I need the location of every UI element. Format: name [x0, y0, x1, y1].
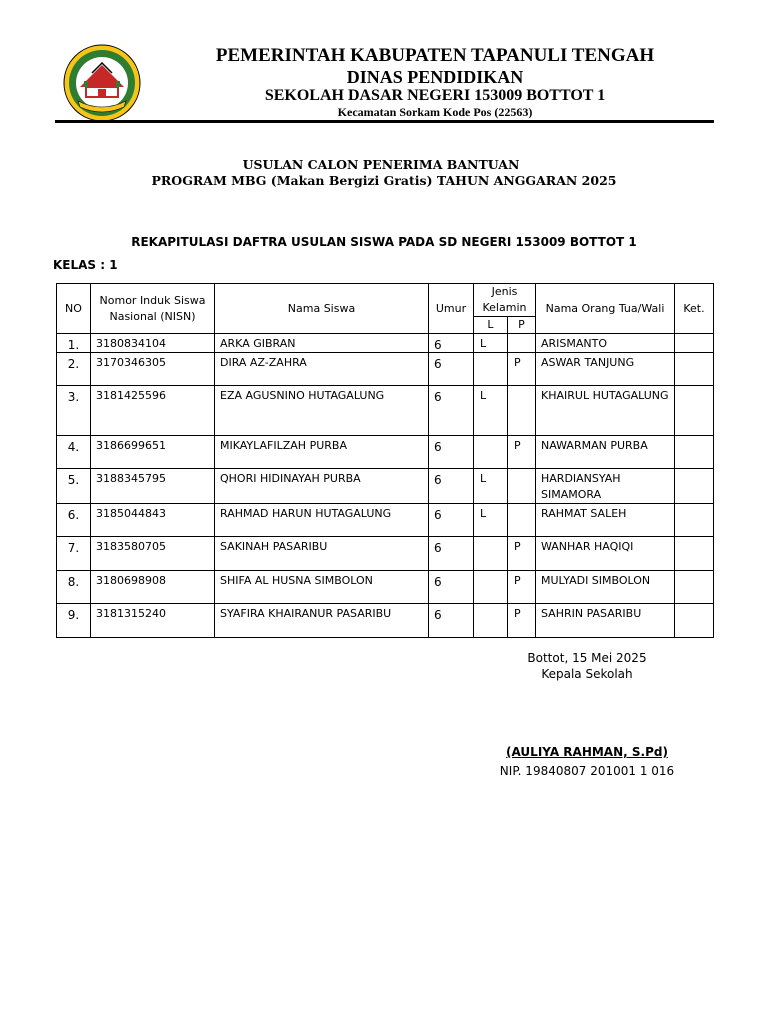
cell-nisn: 3181425596	[91, 386, 215, 436]
cell-l	[474, 571, 508, 604]
cell-umur: 6	[429, 571, 474, 604]
cell-no: 2.	[57, 353, 91, 386]
cell-no: 6.	[57, 504, 91, 537]
cell-p	[508, 386, 536, 436]
signature-role: Kepala Sekolah	[541, 667, 633, 681]
table-row	[57, 386, 714, 436]
cell-nama: SAKINAH PASARIBU	[215, 537, 429, 571]
cell-ket	[675, 604, 714, 638]
cell-nama: DIRA AZ-ZAHRA	[215, 353, 429, 386]
cell-nisn: 3181315240	[91, 604, 215, 638]
cell-ket	[675, 353, 714, 386]
cell-no: 3.	[57, 386, 91, 436]
letterhead-address: Kecamatan Sorkam Kode Pos (22563)	[337, 105, 533, 119]
cell-umur: 6	[429, 436, 474, 469]
student-table	[56, 283, 714, 638]
table-row	[57, 469, 714, 504]
header-l: L	[474, 317, 508, 334]
cell-l	[474, 537, 508, 571]
cell-wali: WANHAR HAQIQI	[536, 537, 675, 571]
signature-place-date: Bottot, 15 Mei 2025	[527, 651, 647, 665]
table-row	[57, 571, 714, 604]
cell-no: 7.	[57, 537, 91, 571]
class-label: KELAS : 1	[53, 258, 118, 272]
cell-nama: EZA AGUSNINO HUTAGALUNG	[215, 386, 429, 436]
header-no: NO	[57, 284, 91, 334]
cell-nisn: 3180834104	[91, 334, 215, 353]
cell-ket	[675, 469, 714, 504]
cell-l: L	[474, 469, 508, 504]
cell-l: L	[474, 386, 508, 436]
regency-emblem-icon	[62, 43, 142, 123]
cell-ket	[675, 386, 714, 436]
cell-no: 1.	[57, 334, 91, 353]
cell-wali: SAHRIN PASARIBU	[536, 604, 675, 638]
cell-p: P	[508, 353, 536, 386]
cell-nama: SHIFA AL HUSNA SIMBOLON	[215, 571, 429, 604]
cell-l	[474, 353, 508, 386]
signature-name: (AULIYA RAHMAN, S.Pd)	[506, 745, 668, 759]
cell-nisn: 3180698908	[91, 571, 215, 604]
cell-l: L	[474, 334, 508, 353]
header-ket: Ket.	[675, 284, 714, 334]
cell-umur: 6	[429, 469, 474, 504]
cell-l	[474, 436, 508, 469]
table-row	[57, 436, 714, 469]
letterhead-government: PEMERINTAH KABUPATEN TAPANULI TENGAH	[215, 45, 655, 66]
cell-p: P	[508, 571, 536, 604]
cell-umur: 6	[429, 504, 474, 537]
cell-ket	[675, 571, 714, 604]
cell-nama: RAHMAD HARUN HUTAGALUNG	[215, 504, 429, 537]
cell-wali: RAHMAT SALEH	[536, 504, 675, 537]
cell-nisn: 3185044843	[91, 504, 215, 537]
cell-wali: HARDIANSYAH SIMAMORA	[536, 469, 675, 504]
cell-ket	[675, 504, 714, 537]
table-row	[57, 537, 714, 571]
header-nama-siswa: Nama Siswa	[215, 284, 429, 334]
cell-p	[508, 504, 536, 537]
cell-no: 5.	[57, 469, 91, 504]
cell-wali: KHAIRUL HUTAGALUNG	[536, 386, 675, 436]
cell-p	[508, 469, 536, 504]
signature-nip: NIP. 19840807 201001 1 016	[499, 764, 675, 778]
table-row	[57, 504, 714, 537]
cell-nama: SYAFIRA KHAIRANUR PASARIBU	[215, 604, 429, 638]
header-p: P	[508, 317, 536, 334]
cell-l: L	[474, 504, 508, 537]
cell-nisn: 3183580705	[91, 537, 215, 571]
cell-l	[474, 604, 508, 638]
document-subtitle: PROGRAM MBG (Makan Bergizi Gratis) TAHUN ANGGARAN 2025	[151, 173, 617, 188]
letterhead-school: SEKOLAH DASAR NEGERI 153009 BOTTOT 1	[264, 87, 606, 104]
letterhead-divider	[55, 120, 714, 123]
header-jenis-kelamin: Jenis Kelamin	[474, 284, 536, 317]
cell-p	[508, 334, 536, 353]
cell-nisn: 3170346305	[91, 353, 215, 386]
table-row	[57, 334, 714, 353]
cell-ket	[675, 334, 714, 353]
cell-nisn: 3188345795	[91, 469, 215, 504]
cell-umur: 6	[429, 334, 474, 353]
table-row	[57, 353, 714, 386]
cell-p: P	[508, 436, 536, 469]
recap-heading: REKAPITULASI DAFTRA USULAN SISWA PADA SD NEGERI 153009 BOTTOT 1	[131, 235, 637, 249]
cell-no: 4.	[57, 436, 91, 469]
table-row	[57, 604, 714, 638]
cell-wali: ARISMANTO	[536, 334, 675, 353]
cell-p: P	[508, 604, 536, 638]
cell-umur: 6	[429, 353, 474, 386]
cell-nama: QHORI HIDINAYAH PURBA	[215, 469, 429, 504]
cell-wali: NAWARMAN PURBA	[536, 436, 675, 469]
cell-ket	[675, 537, 714, 571]
cell-ket	[675, 436, 714, 469]
cell-umur: 6	[429, 604, 474, 638]
cell-nisn: 3186699651	[91, 436, 215, 469]
cell-nama: MIKAYLAFILZAH PURBA	[215, 436, 429, 469]
cell-umur: 6	[429, 537, 474, 571]
cell-no: 8.	[57, 571, 91, 604]
header-nisn: Nomor Induk Siswa Nasional (NISN)	[91, 284, 215, 334]
cell-wali: ASWAR TANJUNG	[536, 353, 675, 386]
letterhead-agency: DINAS PENDIDIKAN	[346, 67, 524, 87]
header-nama-wali: Nama Orang Tua/Wali	[536, 284, 675, 334]
header-umur: Umur	[429, 284, 474, 334]
cell-wali: MULYADI SIMBOLON	[536, 571, 675, 604]
cell-no: 9.	[57, 604, 91, 638]
cell-p: P	[508, 537, 536, 571]
document-title: USULAN CALON PENERIMA BANTUAN	[242, 157, 520, 172]
cell-umur: 6	[429, 386, 474, 436]
cell-nama: ARKA GIBRAN	[215, 334, 429, 353]
